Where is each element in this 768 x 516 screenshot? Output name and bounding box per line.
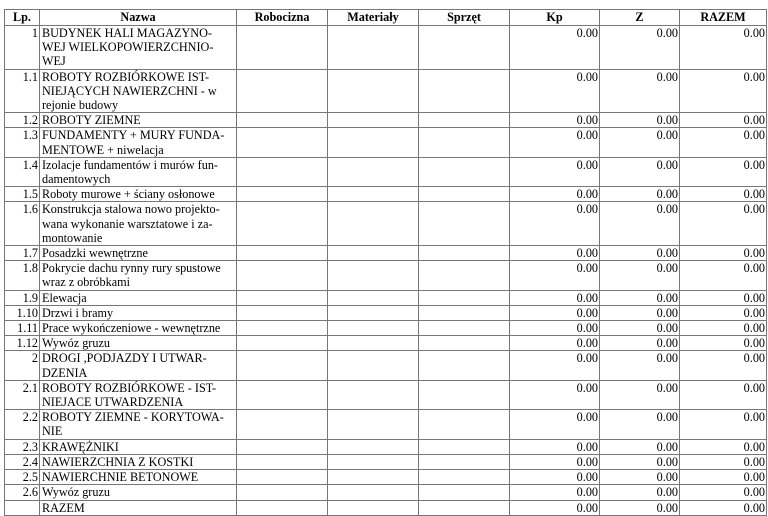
table-row bbox=[5, 128, 767, 157]
row-sprzet bbox=[419, 305, 510, 320]
row-robocizna bbox=[237, 454, 328, 469]
row-lp: 1.5 bbox=[5, 187, 40, 202]
row-name bbox=[40, 187, 237, 202]
table-row bbox=[5, 187, 767, 202]
table-row bbox=[5, 336, 767, 351]
row-z: 0.00 bbox=[600, 187, 680, 202]
row-sprzet bbox=[419, 351, 510, 380]
table-row bbox=[5, 290, 767, 305]
row-razem: 0.00 bbox=[680, 454, 767, 469]
row-z: 0.00 bbox=[600, 380, 680, 409]
row-robocizna bbox=[237, 500, 328, 515]
row-name bbox=[40, 202, 237, 246]
row-name-line: WEJ bbox=[42, 54, 66, 69]
row-kp: 0.00 bbox=[510, 261, 600, 290]
row-kp: 0.00 bbox=[510, 439, 600, 454]
row-name-line: NIEJĄCYCH NAWIERZCHNI - w bbox=[42, 83, 217, 98]
row-materialy bbox=[328, 128, 419, 157]
row-z: 0.00 bbox=[600, 128, 680, 157]
row-lp: 2.5 bbox=[5, 470, 40, 485]
row-robocizna bbox=[237, 336, 328, 351]
row-materialy bbox=[328, 202, 419, 246]
row-z: 0.00 bbox=[600, 485, 680, 500]
row-sprzet bbox=[419, 485, 510, 500]
row-name bbox=[40, 261, 237, 290]
cost-table bbox=[4, 9, 767, 516]
row-z: 0.00 bbox=[600, 290, 680, 305]
row-name bbox=[40, 500, 237, 515]
row-name-line: Wywóz gruzu bbox=[42, 485, 110, 500]
row-z: 0.00 bbox=[600, 321, 680, 336]
row-name-line: ROBOTY ROZBIÓRKOWE IST- bbox=[42, 69, 210, 84]
row-materialy bbox=[328, 26, 419, 70]
row-robocizna bbox=[237, 380, 328, 409]
row-robocizna bbox=[237, 128, 328, 157]
row-materialy bbox=[328, 336, 419, 351]
row-name-line: wraz z obróbkami bbox=[42, 275, 130, 290]
row-lp: 1.3 bbox=[5, 128, 40, 157]
row-kp: 0.00 bbox=[510, 470, 600, 485]
table-row bbox=[5, 321, 767, 336]
row-lp: 1 bbox=[5, 26, 40, 70]
row-razem: 0.00 bbox=[680, 321, 767, 336]
row-name bbox=[40, 157, 237, 186]
row-lp: 2.4 bbox=[5, 454, 40, 469]
row-lp: 2.3 bbox=[5, 439, 40, 454]
row-robocizna bbox=[237, 157, 328, 186]
table-row bbox=[5, 202, 767, 246]
row-razem: 0.00 bbox=[680, 157, 767, 186]
row-razem: 0.00 bbox=[680, 290, 767, 305]
row-robocizna bbox=[237, 246, 328, 261]
row-materialy bbox=[328, 351, 419, 380]
row-z: 0.00 bbox=[600, 470, 680, 485]
header-sprzet: Sprzęt bbox=[419, 10, 510, 26]
row-materialy bbox=[328, 410, 419, 439]
row-sprzet bbox=[419, 336, 510, 351]
table-row bbox=[5, 439, 767, 454]
row-razem: 0.00 bbox=[680, 351, 767, 380]
row-name-line: Wywóz gruzu bbox=[42, 336, 110, 351]
row-z: 0.00 bbox=[600, 454, 680, 469]
row-materialy bbox=[328, 187, 419, 202]
row-razem: 0.00 bbox=[680, 439, 767, 454]
row-name bbox=[40, 305, 237, 320]
row-kp: 0.00 bbox=[510, 202, 600, 246]
row-robocizna bbox=[237, 351, 328, 380]
header-kp: Kp bbox=[510, 10, 600, 26]
row-z: 0.00 bbox=[600, 246, 680, 261]
row-name bbox=[40, 113, 237, 128]
row-materialy bbox=[328, 470, 419, 485]
row-name bbox=[40, 336, 237, 351]
row-kp: 0.00 bbox=[510, 290, 600, 305]
row-kp: 0.00 bbox=[510, 454, 600, 469]
row-razem: 0.00 bbox=[680, 305, 767, 320]
row-robocizna bbox=[237, 202, 328, 246]
row-robocizna bbox=[237, 321, 328, 336]
row-lp: 2.6 bbox=[5, 485, 40, 500]
row-lp: 1.2 bbox=[5, 113, 40, 128]
row-z: 0.00 bbox=[600, 69, 680, 113]
row-lp: 1.8 bbox=[5, 261, 40, 290]
row-sprzet bbox=[419, 410, 510, 439]
row-lp: 1.10 bbox=[5, 305, 40, 320]
row-materialy bbox=[328, 290, 419, 305]
row-lp: 1.9 bbox=[5, 290, 40, 305]
row-name-line: WEJ WIELKOPOWIERZCHNIO- bbox=[42, 40, 214, 55]
row-razem: 0.00 bbox=[680, 187, 767, 202]
row-sprzet bbox=[419, 380, 510, 409]
row-kp: 0.00 bbox=[510, 410, 600, 439]
row-materialy bbox=[328, 485, 419, 500]
row-kp: 0.00 bbox=[510, 187, 600, 202]
row-sprzet bbox=[419, 500, 510, 515]
row-name-line: ROBOTY ZIEMNE - KORYTOWA- bbox=[42, 410, 224, 425]
row-lp: 1.11 bbox=[5, 321, 40, 336]
row-name-line: NAWIERCHNIE BETONOWE bbox=[42, 470, 199, 485]
row-razem: 0.00 bbox=[680, 69, 767, 113]
row-name-line: Pokrycie dachu rynny rury spustowe bbox=[42, 261, 221, 276]
row-razem: 0.00 bbox=[680, 380, 767, 409]
row-lp bbox=[5, 500, 40, 515]
row-razem: 0.00 bbox=[680, 485, 767, 500]
row-robocizna bbox=[237, 439, 328, 454]
row-name bbox=[40, 470, 237, 485]
header-z: Z bbox=[600, 10, 680, 26]
row-kp: 0.00 bbox=[510, 113, 600, 128]
row-name-line: Posadzki wewnętrzne bbox=[42, 246, 148, 261]
header-razem: RAZEM bbox=[680, 10, 767, 26]
row-name-line: Konstrukcja stalowa nowo projekto- bbox=[42, 202, 220, 217]
row-name-line: FUNDAMENTY + MURY FUNDA- bbox=[42, 128, 225, 143]
table-row bbox=[5, 113, 767, 128]
row-name-line: BUDYNEK HALI MAGAZYNO- bbox=[42, 26, 212, 40]
row-materialy bbox=[328, 454, 419, 469]
row-sprzet bbox=[419, 439, 510, 454]
row-z: 0.00 bbox=[600, 202, 680, 246]
row-name-line: Roboty murowe + ściany osłonowe bbox=[42, 187, 215, 202]
row-name bbox=[40, 454, 237, 469]
row-sprzet bbox=[419, 26, 510, 70]
row-materialy bbox=[328, 69, 419, 113]
row-name bbox=[40, 69, 237, 113]
header-nazwa: Nazwa bbox=[40, 10, 237, 26]
row-kp: 0.00 bbox=[510, 336, 600, 351]
row-z: 0.00 bbox=[600, 351, 680, 380]
header-row bbox=[5, 10, 767, 26]
table-row bbox=[5, 246, 767, 261]
row-materialy bbox=[328, 321, 419, 336]
row-name-line: ROBOTY ROZBIÓRKOWE - IST- bbox=[42, 380, 217, 395]
row-name bbox=[40, 410, 237, 439]
row-name bbox=[40, 290, 237, 305]
row-robocizna bbox=[237, 290, 328, 305]
row-lp: 1.7 bbox=[5, 246, 40, 261]
row-sprzet bbox=[419, 157, 510, 186]
row-z: 0.00 bbox=[600, 439, 680, 454]
header-lp: Lp. bbox=[5, 10, 40, 26]
row-materialy bbox=[328, 157, 419, 186]
row-name-line: DROGI ,PODJAZDY I UTWAR- bbox=[42, 351, 207, 366]
row-kp: 0.00 bbox=[510, 351, 600, 380]
table-row bbox=[5, 26, 767, 70]
row-materialy bbox=[328, 246, 419, 261]
row-kp: 0.00 bbox=[510, 380, 600, 409]
row-lp: 1.4 bbox=[5, 157, 40, 186]
row-name bbox=[40, 128, 237, 157]
row-robocizna bbox=[237, 26, 328, 70]
row-kp: 0.00 bbox=[510, 26, 600, 70]
row-kp: 0.00 bbox=[510, 69, 600, 113]
row-name-line: NAWIERZCHNIA Z KOSTKI bbox=[42, 454, 194, 469]
row-robocizna bbox=[237, 305, 328, 320]
row-kp: 0.00 bbox=[510, 500, 600, 515]
row-name-line: Elewacja bbox=[42, 290, 87, 305]
row-z: 0.00 bbox=[600, 261, 680, 290]
row-lp: 1.12 bbox=[5, 336, 40, 351]
row-name-line: Izolacje fundamentów i murów fun- bbox=[42, 157, 218, 172]
table-row bbox=[5, 500, 767, 515]
row-lp: 2.2 bbox=[5, 410, 40, 439]
row-sprzet bbox=[419, 321, 510, 336]
header-materialy: Materiały bbox=[328, 10, 419, 26]
table-row bbox=[5, 157, 767, 186]
row-kp: 0.00 bbox=[510, 485, 600, 500]
row-name-line: DZENIA bbox=[42, 365, 88, 380]
row-lp: 1.6 bbox=[5, 202, 40, 246]
row-name-line: wana wykonanie warsztatowe i za- bbox=[42, 216, 213, 231]
row-robocizna bbox=[237, 485, 328, 500]
row-razem: 0.00 bbox=[680, 202, 767, 246]
row-name bbox=[40, 439, 237, 454]
row-razem: 0.00 bbox=[680, 470, 767, 485]
row-z: 0.00 bbox=[600, 336, 680, 351]
row-kp: 0.00 bbox=[510, 321, 600, 336]
row-name-line: montowanie bbox=[42, 230, 103, 245]
row-name-line: ROBOTY ZIEMNE bbox=[42, 113, 141, 128]
table-row bbox=[5, 485, 767, 500]
table-row bbox=[5, 305, 767, 320]
row-robocizna bbox=[237, 261, 328, 290]
table-row bbox=[5, 261, 767, 290]
row-robocizna bbox=[237, 470, 328, 485]
row-name-line: MENTOWE + niwelacja bbox=[42, 142, 164, 157]
row-z: 0.00 bbox=[600, 26, 680, 70]
row-kp: 0.00 bbox=[510, 305, 600, 320]
row-name bbox=[40, 26, 237, 70]
row-materialy bbox=[328, 261, 419, 290]
row-materialy bbox=[328, 500, 419, 515]
row-kp: 0.00 bbox=[510, 246, 600, 261]
row-name bbox=[40, 351, 237, 380]
row-materialy bbox=[328, 380, 419, 409]
header-robocizna: Robocizna bbox=[237, 10, 328, 26]
row-lp: 2.1 bbox=[5, 380, 40, 409]
row-razem: 0.00 bbox=[680, 261, 767, 290]
row-sprzet bbox=[419, 202, 510, 246]
row-razem: 0.00 bbox=[680, 246, 767, 261]
row-name-line: rejonie budowy bbox=[42, 98, 119, 113]
row-sprzet bbox=[419, 187, 510, 202]
row-kp: 0.00 bbox=[510, 128, 600, 157]
row-razem: 0.00 bbox=[680, 128, 767, 157]
row-name-line: KRAWĘŻNIKI bbox=[42, 439, 119, 454]
table-row bbox=[5, 470, 767, 485]
row-materialy bbox=[328, 439, 419, 454]
row-z: 0.00 bbox=[600, 500, 680, 515]
row-robocizna bbox=[237, 187, 328, 202]
row-z: 0.00 bbox=[600, 157, 680, 186]
row-z: 0.00 bbox=[600, 113, 680, 128]
row-robocizna bbox=[237, 69, 328, 113]
row-z: 0.00 bbox=[600, 410, 680, 439]
row-sprzet bbox=[419, 454, 510, 469]
row-sprzet bbox=[419, 246, 510, 261]
table-row bbox=[5, 380, 767, 409]
row-robocizna bbox=[237, 410, 328, 439]
row-name-line: NIE bbox=[42, 424, 63, 439]
row-z: 0.00 bbox=[600, 305, 680, 320]
row-name bbox=[40, 380, 237, 409]
row-sprzet bbox=[419, 128, 510, 157]
row-name-line: damentowych bbox=[42, 172, 111, 187]
row-lp: 1.1 bbox=[5, 69, 40, 113]
row-name-line: RAZEM bbox=[42, 500, 85, 515]
row-sprzet bbox=[419, 470, 510, 485]
row-name bbox=[40, 485, 237, 500]
row-razem: 0.00 bbox=[680, 336, 767, 351]
row-name-line: Drzwi i bramy bbox=[42, 305, 114, 320]
row-name bbox=[40, 246, 237, 261]
row-lp: 2 bbox=[5, 351, 40, 380]
row-sprzet bbox=[419, 261, 510, 290]
row-name-line: Prace wykończeniowe - wewnętrzne bbox=[42, 321, 221, 336]
row-name-line: NIEJACE UTWARDZENIA bbox=[42, 395, 184, 410]
table-row bbox=[5, 454, 767, 469]
row-razem: 0.00 bbox=[680, 500, 767, 515]
row-sprzet bbox=[419, 113, 510, 128]
row-robocizna bbox=[237, 113, 328, 128]
table-row bbox=[5, 410, 767, 439]
table-body bbox=[5, 26, 767, 516]
row-kp: 0.00 bbox=[510, 157, 600, 186]
row-razem: 0.00 bbox=[680, 410, 767, 439]
row-razem: 0.00 bbox=[680, 26, 767, 70]
row-sprzet bbox=[419, 69, 510, 113]
table-row bbox=[5, 69, 767, 113]
row-sprzet bbox=[419, 290, 510, 305]
row-materialy bbox=[328, 305, 419, 320]
row-razem: 0.00 bbox=[680, 113, 767, 128]
table-row bbox=[5, 351, 767, 380]
row-materialy bbox=[328, 113, 419, 128]
row-name bbox=[40, 321, 237, 336]
